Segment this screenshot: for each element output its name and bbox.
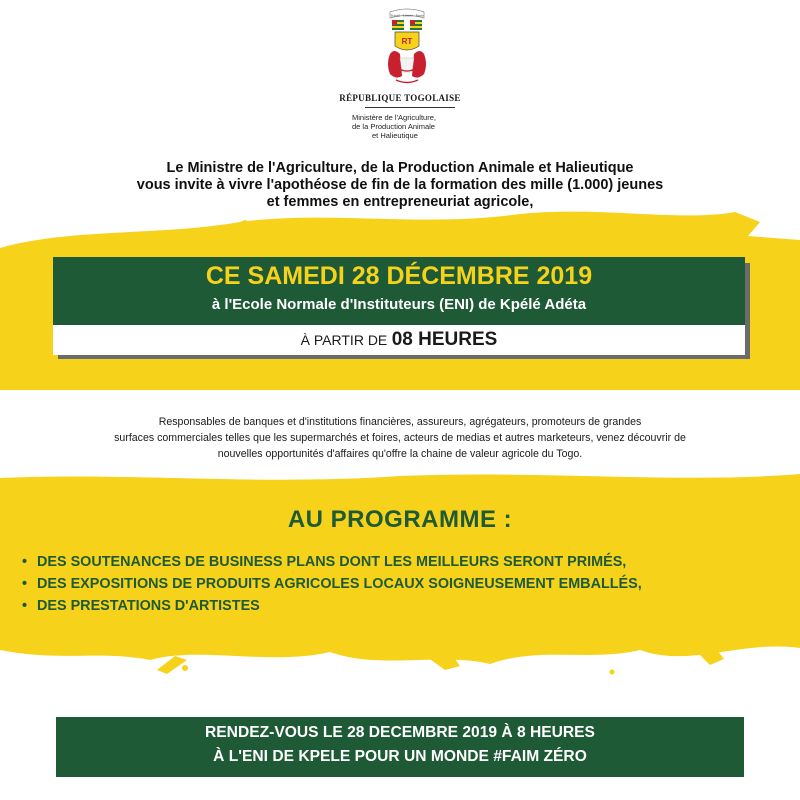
invitation-text: [70, 160, 730, 211]
programme-item: DES SOUTENANCES DE BUSINESS PLANS DONT LES MEILLEURS SERONT PRIMÉS,: [37, 554, 627, 570]
programme-title: AU PROGRAMME :: [287, 506, 513, 533]
ministry-line: et Halieutique: [372, 131, 418, 140]
audience-line: Responsables de banques et d'institutions financières, assureurs, agrégateurs, promoteurs de grandes: [158, 416, 642, 428]
time-value: 08 HEURES: [391, 329, 498, 350]
svg-text:RT: RT: [401, 37, 413, 46]
audience-line: surfaces commerciales telles que les supermarchés et foires, acteurs de medias et autres marketeurs, venez découvrir de: [114, 432, 686, 444]
bullet-icon: •: [22, 598, 28, 614]
event-time: [53, 329, 745, 351]
target-audience-text: [15, 414, 785, 462]
paint-dot: [182, 665, 188, 671]
ministry-line: de la Production Animale: [352, 122, 435, 131]
coat-of-arms-emblem: [372, 6, 442, 90]
invitation-line: Le Ministre de l'Agriculture, de la Production Animale et Halieutique: [166, 160, 634, 176]
time-prefix: À PARTIR DE: [300, 332, 388, 348]
footer-line: RENDEZ-VOUS LE 28 DECEMBRE 2019 À 8 HEURES: [205, 724, 595, 741]
bullet-icon: •: [22, 576, 28, 592]
divider: [365, 107, 455, 108]
svg-text:Travail · Liberté · Patrie: Travail · Liberté · Patrie: [390, 13, 424, 18]
event-date: CE SAMEDI 28 DÉCEMBRE 2019: [205, 262, 593, 290]
invitation-line: vous invite à vivre l'apothéose de fin de la formation des mille (1.000) jeunes: [136, 177, 664, 193]
invitation-line: et femmes en entrepreneuriat agricole,: [266, 194, 534, 210]
country-name: RÉPUBLIQUE TOGOLAISE: [339, 93, 461, 103]
footer-line: À L'ENI DE KPELE POUR UN MONDE #FAIM ZÉRO: [213, 748, 587, 765]
programme-item: DES EXPOSITIONS DE PRODUITS AGRICOLES LOCAUX SOIGNEUSEMENT EMBALLÉS,: [37, 576, 642, 592]
programme-list: [22, 551, 792, 617]
programme-item: DES PRESTATIONS D'ARTISTES: [37, 598, 260, 614]
event-venue: à l'Ecole Normale d'Instituteurs (ENI) de Kpélé Adéta: [211, 296, 587, 313]
audience-line: nouvelles opportunités d'affaires qu'offre la chaine de valeur agricole du Togo.: [217, 448, 583, 460]
list-item: [22, 595, 792, 617]
bullet-icon: •: [22, 554, 28, 570]
ministry-line: Ministère de l'Agriculture,: [352, 113, 436, 122]
list-item: [22, 551, 792, 573]
lower-paint-drip: [157, 656, 187, 674]
paint-dot: [610, 670, 615, 675]
ministry-name: [350, 113, 490, 140]
list-item: [22, 573, 792, 595]
